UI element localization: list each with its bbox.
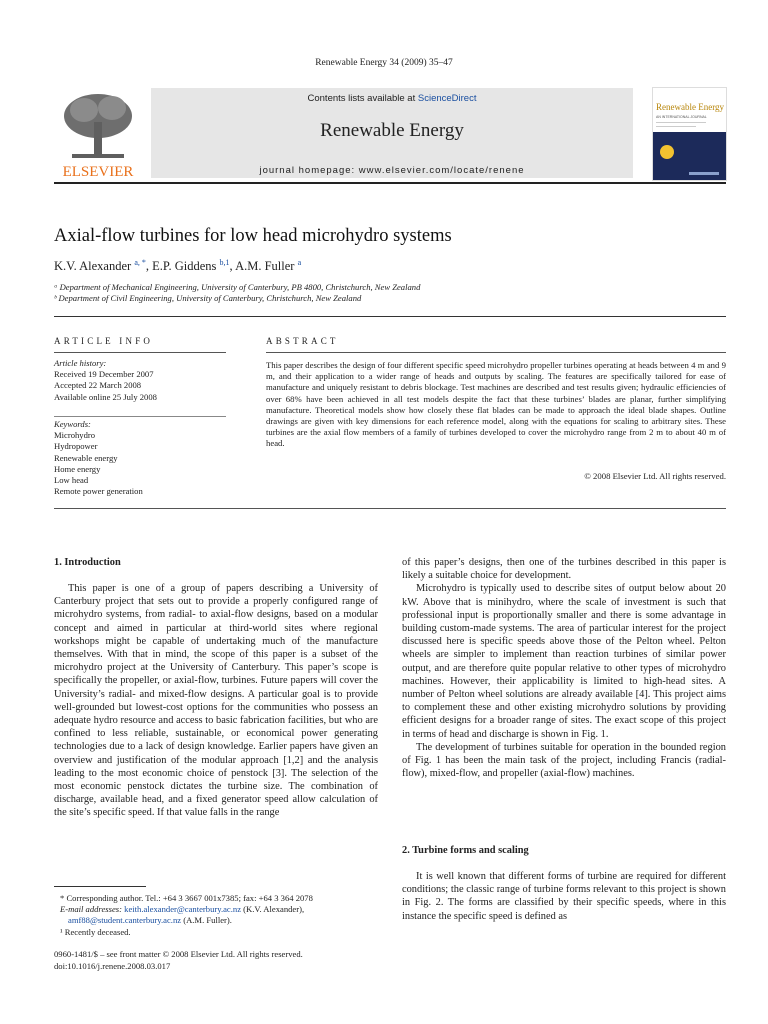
email-label: E-mail addresses: (60, 904, 122, 915)
author-name: E.P. Giddens (152, 259, 217, 274)
keyword: Remote power generation (54, 486, 143, 497)
affiliation-a: ᵃ Department of Mechanical Engineering, University of Canterbury, PB 4800, Christchurch, New Zealand (54, 282, 421, 292)
journal-citation: Renewable Energy 34 (2009) 35–47 (315, 58, 453, 68)
section-title: 2. Turbine forms and scaling (402, 845, 529, 856)
title-rule (54, 316, 726, 317)
issn-line: 0960-1481/$ – see front matter © 2008 Elsevier Ltd. All rights reserved. (54, 949, 303, 959)
article-title: Axial-flow turbines for low head microhydro systems (54, 226, 452, 246)
keywords-list (54, 419, 226, 497)
section-heading-turbine-forms (402, 844, 529, 857)
abstract-bottom-rule (54, 508, 726, 509)
section-title: 1. Introduction (54, 557, 121, 568)
keyword: Low head (54, 475, 89, 486)
section2-paragraph-1: It is well known that different forms of turbine are required for different conditions; the classic range of turbine forms relevant to this project is shown in Fig. 2. The forms are classified by their specific speeds, where in this instance the specific speed is defined as (402, 871, 726, 922)
author-name: K.V. Alexander (54, 259, 132, 274)
section2-text (402, 870, 726, 923)
contents-availability (151, 93, 633, 104)
keyword: Microhydro (54, 430, 96, 441)
abstract-heading: ABSTRACT (266, 336, 339, 346)
doi-line[interactable]: doi:10.1016/j.renene.2008.03.017 (54, 960, 171, 971)
email-link[interactable]: keith.alexander@canterbury.ac.nz (124, 904, 242, 915)
author-list: K.V. Alexander $^{a, *}$, E.P. Giddens $^{b,1}$, A.M. Fuller $^a$ (54, 258, 302, 274)
journal-cover-image (652, 87, 727, 181)
footnote-rule (54, 886, 146, 887)
keyword: Hydropower (54, 441, 98, 452)
footnote-emails (54, 904, 378, 926)
history-heading: Article history: (54, 358, 107, 368)
keywords-rule (54, 416, 226, 417)
email-owner: (A.M. Fuller). (183, 915, 232, 926)
footnote-corresponding: * Corresponding author. Tel.: +64 3 3667 001x7385; fax: +64 3 364 2078 (60, 893, 313, 903)
abstract-text: This paper describes the design of four different specific speed microhydro propeller turbines operating at heads between 4 m and 9 m, and their application to a wider range of heads and outputs by scaling. The features are specifically tailored for ease of manufacture and uniquely resistant to debris blockage. Test machines are described and test results given; hydraulic efficiencies of over 68% have been achieved in all test models despite the fact that these turbines’ blades are planar, further simplifying manufacture. Theoretical models show how closely these flat blades can be made to approach the ideal blade shapes. Outline drawings are given with key dimensions for each reference model, along with the equations for scaling to arbitrary sites. These turbines are the axial flow members of a family of turbines developed to cover the microhydro range from 2 m to about 40 m of head. (266, 360, 726, 449)
keywords-heading: Keywords: (54, 419, 91, 429)
history-accepted: Accepted 22 March 2008 (54, 380, 142, 391)
footnote-deceased: ¹ Recently deceased. (60, 926, 131, 937)
cover-sun-icon (660, 145, 674, 159)
author-name: A.M. Fuller (235, 259, 295, 274)
cover-subtitle: AN INTERNATIONAL JOURNAL (656, 115, 707, 119)
elsevier-tree-icon (54, 86, 142, 182)
elsevier-logo (54, 86, 142, 182)
history-online: Available online 25 July 2008 (54, 391, 157, 402)
sciencedirect-link[interactable]: ScienceDirect (417, 93, 477, 104)
journal-name: Renewable Energy (320, 120, 464, 141)
left-column-text (54, 582, 378, 820)
publisher-name: ELSEVIER (62, 164, 134, 180)
email-link[interactable]: amf88@student.canterbury.ac.nz (68, 915, 182, 926)
intro-paragraph-continued: of this paper’s designs, then one of the turbines described in this paper is likely a suitable choice for development. (402, 557, 726, 582)
article-info-rule (54, 352, 226, 353)
abstract-copyright: © 2008 Elsevier Ltd. All rights reserved. (584, 471, 726, 481)
intro-paragraph-3: The development of turbines suitable for operation in the bounded region of Fig. 1 has been the main task of the project, including Francis (radial-flow), mixed-flow, and propeller (axial-flow) machines. (402, 741, 726, 780)
intro-paragraph-2: Microhydro is typically used to describe sites of output below about 20 kW. Above that is minihydro, where the scale of investment is such that professional input is proportionally smaller and there is some advantage in building custom-made systems. The area of particular interest for the project discussed here is specific speeds above those of the Pelton wheel. Pelton wheels are simpler to implement than reaction turbines of similar power output, and are therefore quite popular relative to other types of microhydro machines. However, their applicability is limited to high-head sites. A number of Pelton wheel solutions are already available [4]. This project aims to complement these and other existing microhydro solutions by providing efficient designs for a broader range of sites. The exact scope of this project in terms of head and discharge is shown in Fig. 1. (402, 583, 726, 740)
history-received: Received 19 December 2007 (54, 369, 154, 380)
right-column-text (402, 556, 726, 780)
journal-homepage[interactable]: journal homepage: www.elsevier.com/locate/renene (259, 165, 525, 176)
author-affiliation-link[interactable]: b,1 (219, 258, 230, 267)
page-footer (54, 949, 378, 972)
footnotes (54, 893, 378, 938)
section-heading-introduction (54, 556, 121, 569)
email-owner: (K.V. Alexander), (243, 904, 305, 915)
affiliation-b: ᵇ Department of Civil Engineering, University of Canterbury, Christchurch, New Zealand (54, 293, 362, 303)
keyword: Renewable energy (54, 452, 118, 463)
contents-prefix: Contents lists available at (307, 93, 418, 104)
cover-title: Renewable Energy (656, 102, 725, 112)
author-affiliation-link[interactable]: a, * (134, 258, 146, 267)
abstract-rule (266, 352, 726, 353)
article-info-heading: ARTICLE INFO (54, 336, 154, 346)
intro-paragraph-1: This paper is one of a group of papers describing a University of Canterbury project that sets out to provide a properly configured range of microhydro systems, from radial- to axial-flow designs, based on a modular concept and aimed in particular at third-world sites where regional workshops might be capable of undertaking much of the manufacture themselves. With that in mind, the scope of this paper is a subset of the microhydro project at the University of Canterbury. This paper’s scope is specifically the propeller, or axial-flow, turbines. Future papers will cover the University’s radial- and mixed-flow designs. A particular goal is to provide well-grounded but lowest-cost options for the communities who possess an adequate hydro resource and access to basic fabrication facilities, but who are confined to less reliable, sustainable, or economical power generating technologies due to a lack of design knowledge. Earlier papers have given an overview and justification of the modular approach [1,2] and the analysis leading to the most economic choice of penstock [3]. The selection of the most economic penstock dictates the turbine size. The combination of discharge, available head, and a fixed generator speed allow calculation of the site’s specific speed. If that value falls in the range (54, 583, 378, 819)
article-history (54, 358, 226, 403)
author-affiliation-link[interactable]: a (297, 258, 302, 267)
header-rule (54, 182, 726, 184)
keyword: Home energy (54, 463, 101, 474)
